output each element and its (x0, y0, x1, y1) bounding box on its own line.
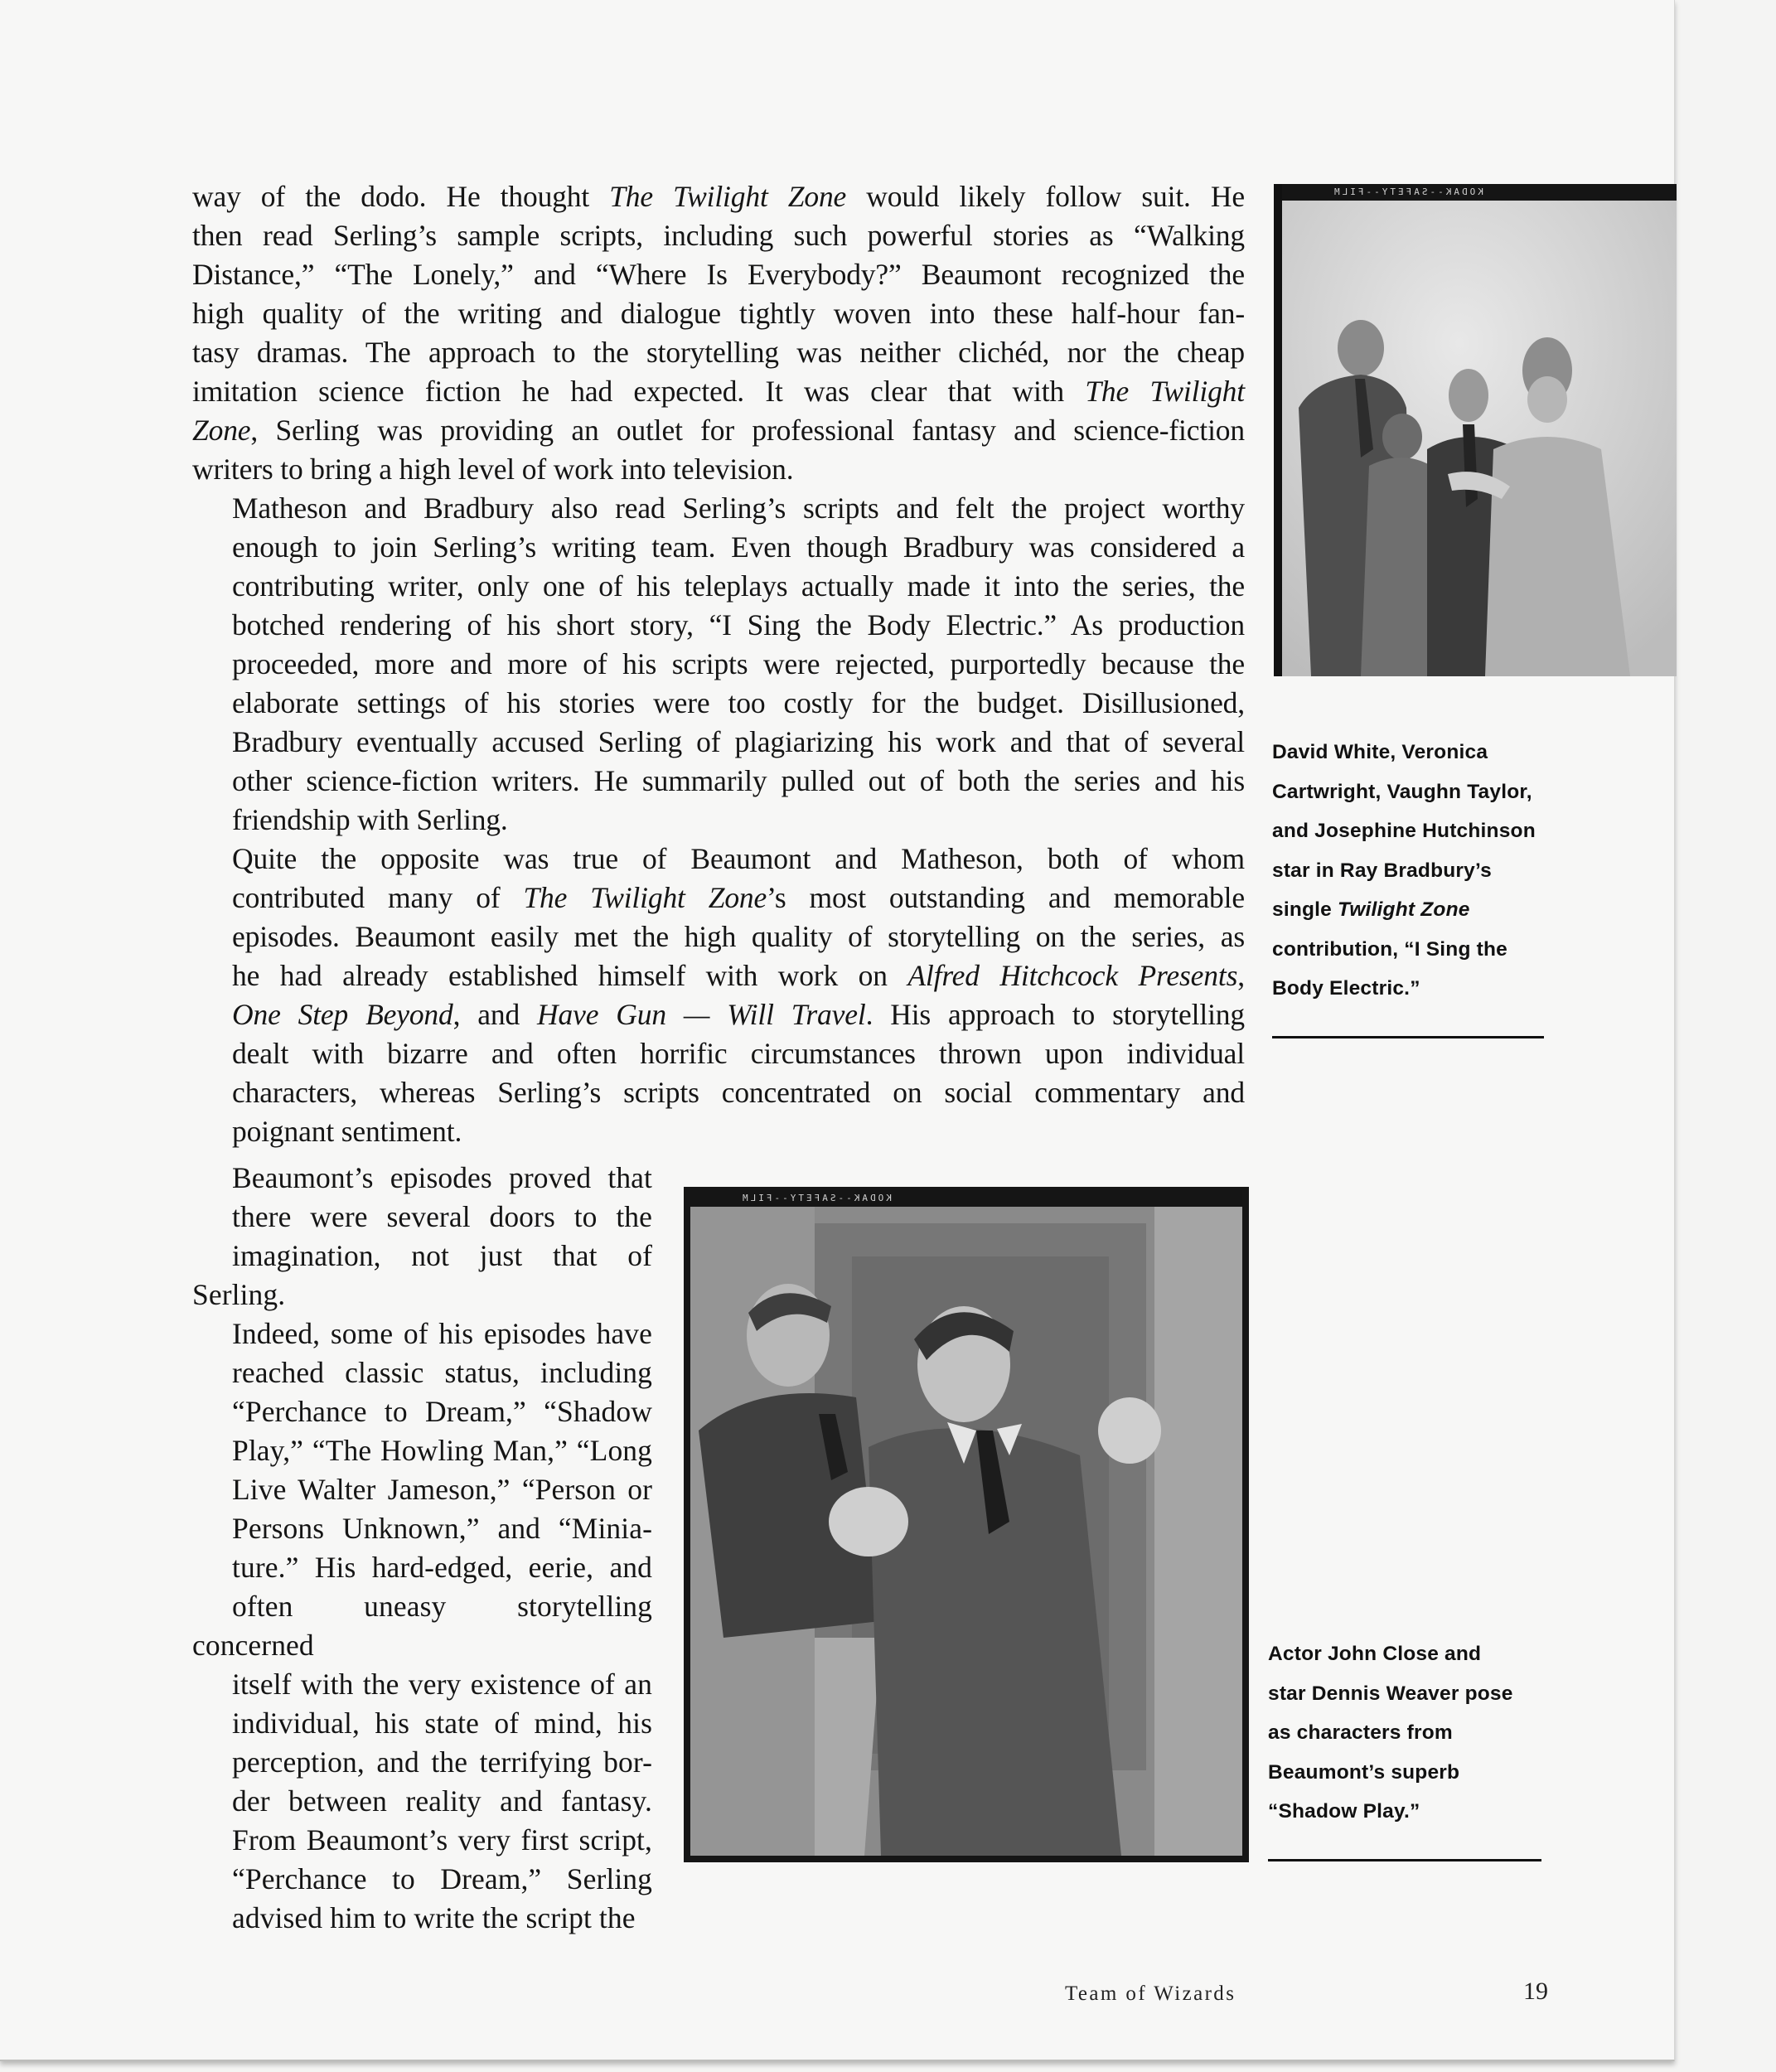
text-line: single Twilight Zone (1272, 898, 1470, 921)
text-line: then read Serling’s sample scripts, including such powerful stories as “Walking (192, 219, 1245, 252)
text-line: Beaumont’s episodes proved that (232, 1161, 652, 1194)
italic-title: The Twilight Zone (523, 881, 767, 914)
paragraph-2 (192, 489, 1245, 840)
text-line: he had already established himself with work on Alfred Hitchcock Presents, (232, 959, 1245, 992)
text-line: der between reality and fantasy. (232, 1784, 652, 1818)
text-line: “Perchance to Dream,” Serling (232, 1862, 652, 1895)
text-line: imitation science fiction he had expected. It was clear that with The Twilight (192, 375, 1245, 408)
text-line: Live Walter Jameson,” “Person or (232, 1473, 652, 1506)
text-line: contributing writer, only one of his teleplays actually made it into the series, the (232, 569, 1245, 603)
text-line: friendship with Serling. (232, 803, 508, 836)
text-line: Bradbury eventually accused Serling of plagiarizing his work and that of several (232, 725, 1245, 758)
text-line: From Beaumont’s very first script, (232, 1823, 652, 1857)
narrow-text-column (192, 1159, 652, 1938)
text-line: star Dennis Weaver pose (1268, 1682, 1513, 1705)
film-edge-marking: KODAK--SAFETY--FILM (690, 1190, 1242, 1207)
text-line: botched rendering of his short story, “I Sing the Body Electric.” As production (232, 608, 1245, 641)
italic-title: The Twilight Zone (609, 180, 847, 213)
text-line: perception, and the terrifying bor- (232, 1745, 652, 1779)
photo-2-caption (1268, 1634, 1583, 1832)
paragraph-1 (192, 177, 1245, 489)
text-line: Body Electric.” (1272, 977, 1420, 1000)
text-line: poignant sentiment. (232, 1115, 462, 1148)
running-footer-title: Team of Wizards (1065, 1982, 1236, 2005)
photo-scene-illustration (690, 1207, 1242, 1856)
text-line: “Perchance to Dream,” “Shadow (232, 1395, 652, 1428)
photo-bradbury-episode-cast (1274, 184, 1677, 676)
text-line: star in Ray Bradbury’s (1272, 859, 1492, 882)
text-line: often uneasy storytelling concerned (192, 1590, 652, 1662)
text-line: tasy dramas. The approach to the storytelling was neither clichéd, nor the cheap (192, 336, 1245, 369)
text-line: characters, whereas Serling’s scripts concentrated on social commentary and (232, 1076, 1245, 1109)
text-line: elaborate settings of his stories were too costly for the budget. Disillusioned, (232, 686, 1245, 719)
text-line: Play,” “The Howling Man,” “Long (232, 1434, 652, 1467)
text-line: Quite the opposite was true of Beaumont and Matheson, both of whom (232, 842, 1245, 875)
text-line: writers to bring a high level of work into television. (192, 453, 794, 486)
photo-scene-illustration (1282, 201, 1677, 676)
italic-title: Alfred Hitchcock Presents (907, 959, 1238, 992)
italic-title: Have Gun — Will Travel (537, 998, 866, 1031)
text-line: Matheson and Bradbury also read Serling’s scripts and felt the project worthy (232, 491, 1245, 525)
text-line: and Josephine Hutchinson (1272, 820, 1536, 842)
text-line: David White, Veronica (1272, 741, 1488, 763)
paragraph-3 (192, 840, 1245, 1151)
text-line: Zone, Serling was providing an outlet for professional fantasy and science-fiction (192, 414, 1245, 447)
text-line: reached classic status, including (232, 1356, 652, 1389)
italic-title: The Twilight (1085, 375, 1245, 408)
italic-title: Twilight Zone (1338, 898, 1470, 921)
text-line: Indeed, some of his episodes have (232, 1317, 652, 1350)
text-line: episodes. Beaumont easily met the high quality of storytelling on the series, as (232, 920, 1245, 953)
text-line: “Shadow Play.” (1268, 1800, 1420, 1823)
text-line: contribution, “I Sing the (1272, 937, 1507, 961)
text-line: there were several doors to the (232, 1200, 652, 1233)
text-line: other science-fiction writers. He summarily pulled out of both the series and his (232, 764, 1245, 797)
text-line: imagination, not just that of Serling. (192, 1239, 652, 1311)
text-line: as characters from (1268, 1721, 1453, 1744)
caption-2-rule (1268, 1859, 1541, 1861)
text-line: proceeded, more and more of his scripts were rejected, purportedly because the (232, 647, 1245, 680)
text-line: contributed many of The Twilight Zone’s most outstanding and memorable (232, 881, 1245, 914)
text-line: Actor John Close and (1268, 1643, 1482, 1665)
main-text-column (192, 177, 1245, 1151)
text-line: Persons Unknown,” and “Minia- (232, 1512, 652, 1545)
text-line: Distance,” “The Lonely,” and “Where Is Everybody?” Beaumont recognized the (192, 258, 1245, 291)
text-line: high quality of the writing and dialogue tightly woven into these half-hour fan- (192, 297, 1245, 330)
text-line: itself with the very existence of an (232, 1668, 652, 1701)
text-line: Beaumont’s superb (1268, 1760, 1460, 1784)
italic-title: Zone (192, 414, 251, 447)
film-edge-marking: KODAK--SAFETY--FILM (1282, 184, 1677, 201)
page-number: 19 (1523, 1978, 1548, 2005)
text-line: individual, his state of mind, his (232, 1706, 652, 1740)
photo-1-caption (1272, 733, 1587, 1009)
caption-1-rule (1272, 1036, 1544, 1038)
text-line: advised him to write the script the (232, 1901, 636, 1934)
text-line: dealt with bizarre and often horrific circumstances thrown upon individual (232, 1037, 1245, 1070)
text-line: enough to join Serling’s writing team. Even though Bradbury was considered a (232, 530, 1245, 564)
paragraph-4 (192, 1159, 652, 1938)
text-line: One Step Beyond, and Have Gun — Will Travel. His approach to storytelling (232, 998, 1245, 1031)
photo-shadow-play-actors (684, 1187, 1249, 1862)
text-line: Cartwright, Vaughn Taylor, (1272, 780, 1532, 803)
text-line: way of the dodo. He thought The Twilight Zone would likely follow suit. He (192, 180, 1245, 213)
text-line: ture.” His hard-edged, eerie, and (232, 1551, 652, 1584)
italic-title: One Step Beyond (232, 998, 453, 1031)
